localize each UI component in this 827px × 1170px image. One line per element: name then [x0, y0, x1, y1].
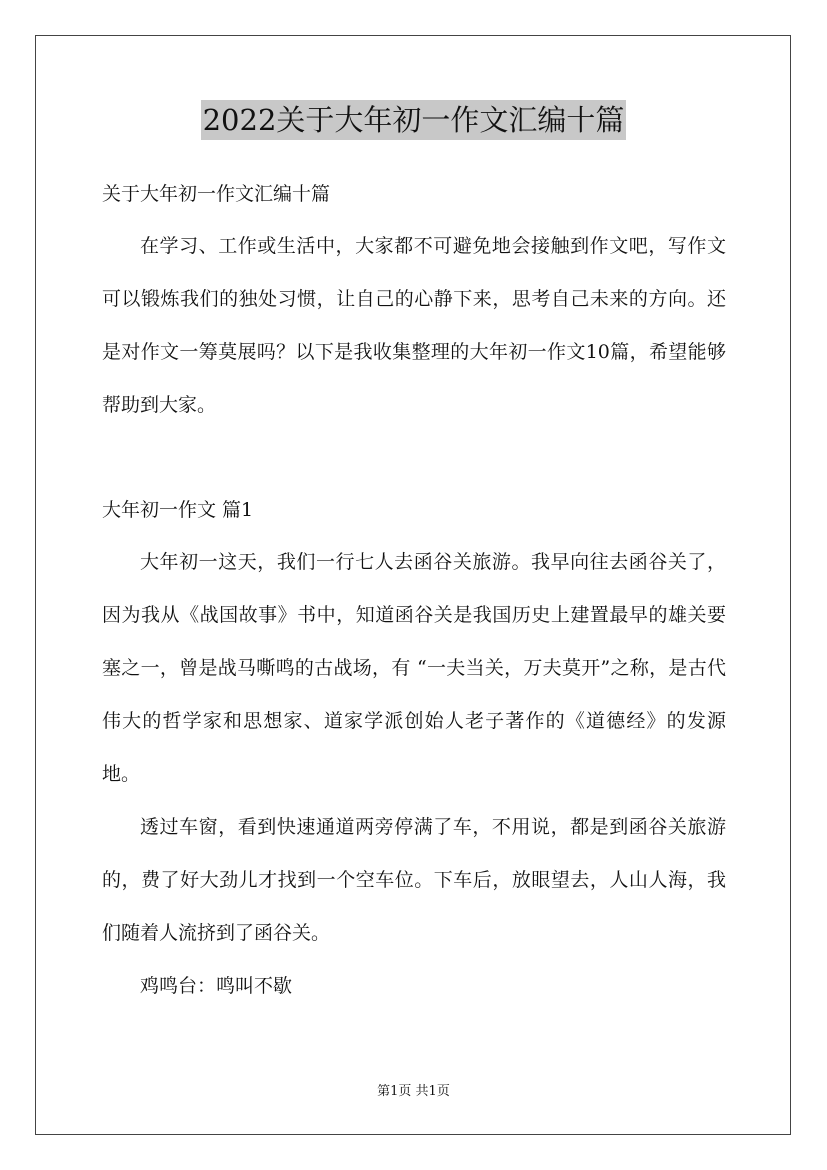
page-number-footer: 第1页 共1页 — [377, 1084, 450, 1099]
document-body — [102, 168, 726, 1013]
title-container — [0, 100, 827, 140]
intro-paragraph: 在学习、工作或生活中，大家都不可避免地会接触到作文吧，写作文可以锻炼我们的独处习惯，让自己的心静下来，思考自己未来的方向。还是对作文一筹莫展吗？以下是我收集整理的大年初一作文10篇，希望能够帮助到大家。 — [102, 235, 726, 416]
body-paragraph: 透过车窗，看到快速通道两旁停满了车，不用说，都是到函谷关旅游的，费了好大劲儿才找到一个空车位。下车后，放眼望去，人山人海，我们随着人流挤到了函谷关。 — [102, 816, 726, 944]
section-heading: 大年初一作文 篇1 — [102, 499, 254, 521]
body-paragraph: 鸡鸣台：鸣叫不歇 — [140, 975, 293, 997]
document-title: 2022关于大年初一作文汇编十篇 — [201, 100, 627, 140]
body-paragraph: 大年初一这天，我们一行七人去函谷关旅游。我早向往去函谷关了，因为我从《战国故事》书中，知道函谷关是我国历史上建置最早的雄关要塞之一，曾是战马嘶鸣的古战场，有 “一夫当关，万夫莫开”之称，是古代伟大的哲学家和思想家、道家学派创始人老子著作的《道德经》的发源地。 — [102, 551, 726, 785]
document-subtitle: 关于大年初一作文汇编十篇 — [102, 183, 331, 205]
